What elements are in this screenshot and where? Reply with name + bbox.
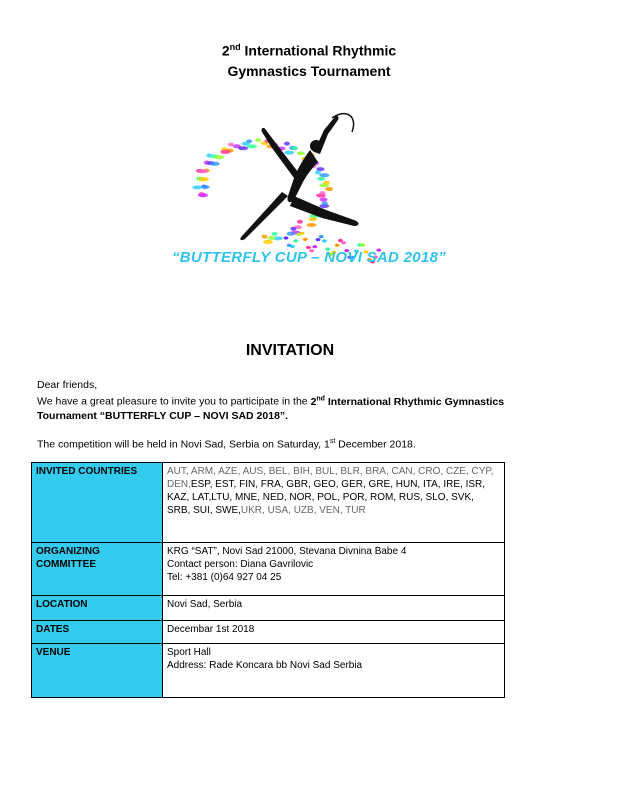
butterfly-icon: [198, 169, 208, 173]
butterfly-icon: [300, 232, 305, 235]
butterfly-icon: [290, 245, 295, 248]
butterfly-icon: [303, 238, 308, 241]
butterfly-icon: [297, 151, 305, 155]
table-row: [32, 463, 505, 543]
butterfly-icon: [199, 177, 209, 181]
butterfly-icon: [341, 241, 346, 244]
butterfly-icon: [322, 239, 327, 242]
tournament-title: [0, 37, 618, 81]
butterfly-icon: [324, 181, 330, 185]
butterfly-icon: [192, 185, 202, 189]
invitation-heading: INVITATION: [245, 342, 335, 359]
table-row: [32, 644, 505, 698]
venue-value: [163, 644, 505, 698]
venue-address: Address: Rade Koncara bb Novi Sad Serbia: [167, 660, 363, 671]
butterfly-icon: [247, 144, 257, 148]
organizing-committee: [163, 543, 505, 596]
butterfly-icon: [290, 227, 296, 231]
butterfly-icon: [317, 177, 325, 181]
butterfly-icon: [306, 223, 316, 227]
butterfly-icon: [312, 245, 317, 248]
butterfly-icon: [198, 193, 208, 197]
butterfly-icon: [319, 191, 325, 195]
butterfly-icon: [262, 235, 268, 239]
cup-title: “BUTTERFLY CUP – NOVI SAD 2018”: [171, 249, 447, 266]
greeting: Dear friends,: [37, 379, 98, 391]
butterfly-icon: [284, 236, 289, 239]
letter-body: [37, 378, 577, 423]
row-label: DATES: [32, 621, 163, 644]
table-row: [32, 621, 505, 644]
butterfly-icon: [267, 236, 275, 240]
butterfly-icon: [272, 232, 278, 236]
butterfly-icon: [284, 142, 290, 146]
title-line-2: Gymnastics Tournament: [227, 62, 391, 79]
table-row: [32, 596, 505, 621]
butterfly-icon: [319, 235, 324, 238]
butterfly-icon: [202, 185, 210, 189]
row-label: VENUE: [32, 644, 163, 698]
butterfly-icon: [287, 232, 295, 236]
butterfly-icon: [322, 201, 328, 205]
committee-phone: Tel: +381 (0)64 927 04 25: [167, 572, 282, 583]
table-row: [32, 543, 505, 596]
butterfly-icon: [325, 187, 333, 191]
butterfly-icon: [315, 170, 321, 174]
butterfly-icon: [210, 162, 220, 166]
venue-name: Sport Hall: [167, 647, 211, 658]
butterfly-icon: [297, 220, 303, 224]
intro-line-2: Tournament “BUTTERFLY CUP – NOVI SAD 2018”.: [37, 409, 289, 422]
location-value: Novi Sad, Serbia: [163, 596, 505, 621]
butterfly-icon: [360, 244, 365, 247]
butterfly-icon: [284, 151, 294, 155]
butterfly-icon: [309, 217, 317, 221]
invited-countries: AUT, ARM, AZE, AUS, BEL, BIH, BUL, BLR, BRA, CAN, CRO, CZE, CYP, DEN,ESP, EST, FIN, FRA, GBR, GEO, GER, GRE, HUN, ITA, IRE, ISR, KAZ, LAT,LTU, MNE, NED, NOR, POL, POR, ROM, RUS, SLO, SVK, SRB, SUI, SWE,UKR, USA, UZB, VEN, TUR: [163, 463, 505, 543]
intro-line: We have a great pleasure to invite you to participate in the 2nd International Rhythmic Gymnastics: [37, 395, 505, 408]
butterfly-icon: [319, 173, 329, 177]
competition-note: The competition will be held in Novi Sad, Serbia on Saturday, 1st December 2018.: [37, 438, 416, 451]
butterfly-icon: [238, 146, 248, 150]
butterfly-icon: [293, 239, 298, 242]
butterfly-icon: [316, 238, 321, 241]
row-label: ORGANIZING COMMITTEE: [32, 543, 163, 596]
butterfly-icon: [255, 138, 261, 142]
butterfly-icon: [263, 240, 273, 244]
committee-address: KRG “SAT”, Novi Sad 21000, Stevana Divnina Babe 4: [167, 546, 407, 557]
row-label: INVITED COUNTRIES: [32, 463, 163, 543]
title-line-1: 2nd International Rhythmic: [221, 42, 397, 59]
butterfly-gymnast-logo: [176, 88, 391, 268]
butterfly-icon: [335, 244, 340, 247]
row-label: LOCATION: [32, 596, 163, 621]
dates-value: Decembar 1st 2018: [163, 621, 505, 644]
butterfly-icon: [320, 198, 328, 202]
butterfly-icon: [214, 155, 224, 159]
butterfly-icon: [292, 146, 298, 150]
butterfly-icon: [220, 150, 230, 154]
committee-contact: Contact person: Diana Gavrilovic: [167, 559, 314, 570]
info-table: [31, 462, 505, 698]
